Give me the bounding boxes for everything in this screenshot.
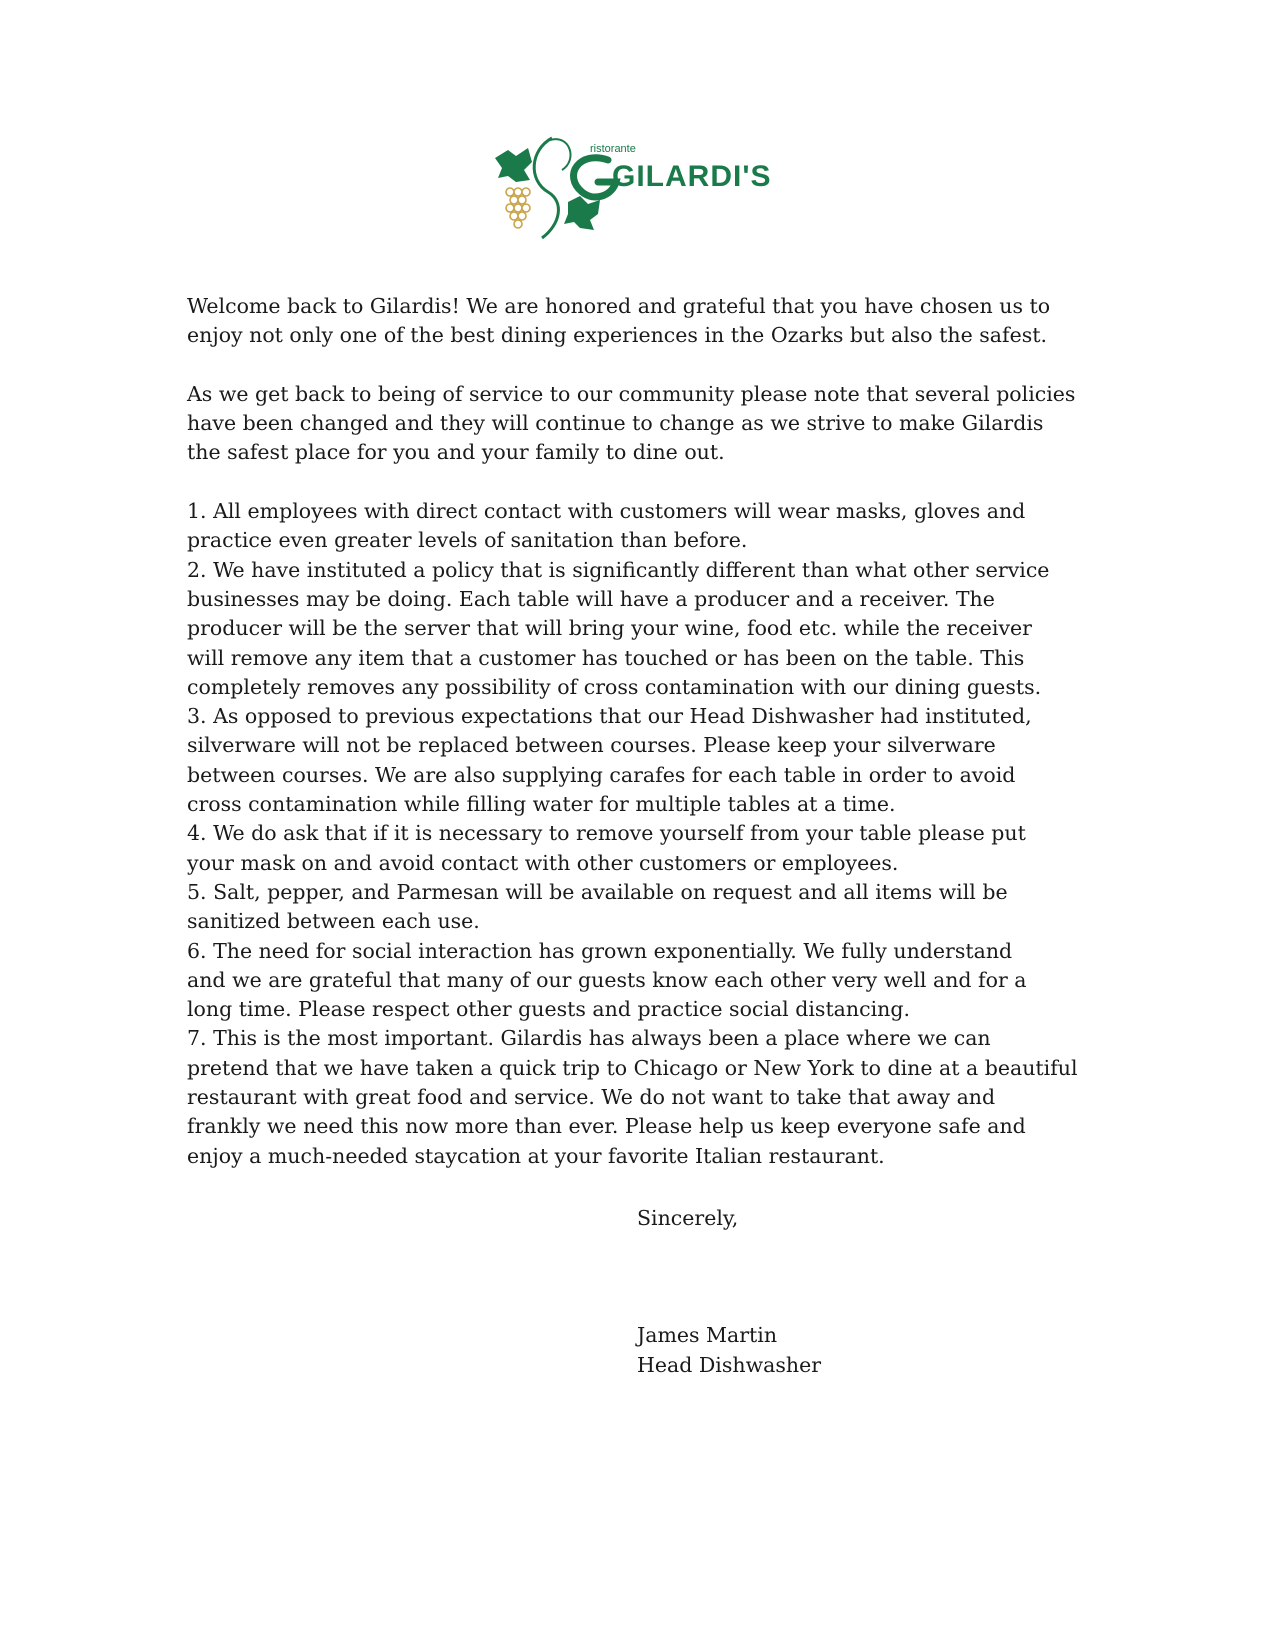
policy-item-line: frankly we need this now more than ever. Please help us keep everyone safe and [187, 1114, 1026, 1139]
policy-item-line: businesses may be doing. Each table will have a producer and a receiver. The [187, 586, 995, 611]
signer-name: James Martin [637, 1323, 778, 1348]
policy-item-line: enjoy a much-needed staycation at your favorite Italian restaurant. [187, 1143, 885, 1168]
intro-line: enjoy not only one of the best dining experiences in the Ozarks but also the safest. [187, 323, 1047, 348]
policy-item-line: 1. All employees with direct contact with customers will wear masks, gloves and [187, 499, 1026, 524]
logo-subtitle: ristorante [590, 143, 636, 155]
policy-item-line: completely removes any possibility of cross contamination with our dining guests. [187, 674, 1042, 699]
policy-item-line: cross contamination while filling water for multiple tables at a time. [187, 792, 896, 817]
policy-item-line: 4. We do ask that if it is necessary to remove yourself from your table please put [187, 821, 1026, 846]
policy-item-line: 3. As opposed to previous expectations that our Head Dishwasher had instituted, [187, 704, 1032, 729]
policy-intro-line: the safest place for you and your family to dine out. [187, 440, 725, 465]
salutation: Sincerely, [637, 1206, 739, 1230]
policy-item-line: sanitized between each use. [187, 909, 480, 934]
policy-item-line: will remove any item that a customer has touched or has been on the table. This [187, 645, 1025, 670]
policy-intro-line: have been changed and they will continue to change as we strive to make Gilardis [187, 411, 1044, 436]
policy-item-line: your mask on and avoid contact with other customers or employees. [187, 850, 899, 875]
policy-item-line: long time. Please respect other guests and practice social distancing. [187, 997, 910, 1022]
policy-item-line: 6. The need for social interaction has grown exponentially. We fully understand [187, 938, 1013, 963]
policy-item-line: practice even greater levels of sanitation than before. [187, 528, 748, 553]
restaurant-logo [490, 130, 790, 245]
policy-item-line: pretend that we have taken a quick trip to Chicago or New York to dine at a beautiful [187, 1055, 1078, 1080]
policy-item-line: silverware will not be replaced between courses. Please keep your silverware [187, 733, 996, 758]
policy-item-line: between courses. We are also supplying carafes for each table in order to avoid [187, 762, 1016, 787]
policy-item-line: and we are grateful that many of our guests know each other very well and for a [187, 967, 1027, 992]
policy-item-line: producer will be the server that will bring your wine, food etc. while the receiver [187, 616, 1032, 641]
policy-item-line: restaurant with great food and service. We do not want to take that away and [187, 1085, 996, 1110]
letter-body [187, 292, 1092, 1171]
letter-closing [637, 1204, 821, 1380]
policy-item-line: 7. This is the most important. Gilardis has always been a place where we can [187, 1026, 991, 1051]
logo-wordmark: GILARDI'S [612, 160, 772, 193]
policy-item-line: 5. Salt, pepper, and Parmesan will be available on request and all items will be [187, 879, 1008, 904]
signer-title: Head Dishwasher [637, 1352, 822, 1377]
policy-item-line: 2. We have instituted a policy that is significantly different than what other service [187, 557, 1050, 582]
grapevine-logo-icon [490, 130, 790, 245]
policy-intro-line: As we get back to being of service to our community please note that several policies [187, 381, 1076, 406]
intro-line: Welcome back to Gilardis! We are honored and grateful that you have chosen us to [187, 294, 1051, 318]
